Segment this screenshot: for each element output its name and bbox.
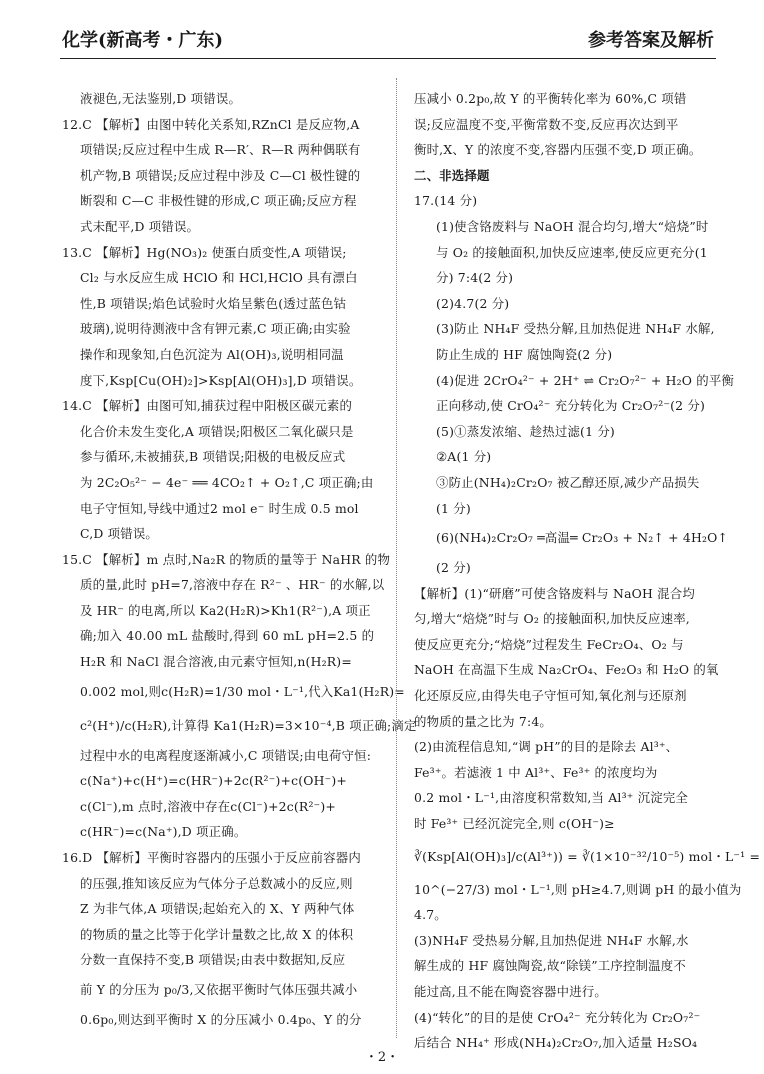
text-line: 液褪色,无法鉴别,D 项错误。: [80, 91, 242, 106]
text-line: c²(H⁺)/c(H₂R),计算得 Ka1(H₂R)=3×10⁻⁴,B 项正确;滴定: [80, 717, 417, 733]
text-line: 压减小 0.2p₀,故 Y 的平衡转化率为 60%,C 项错: [414, 91, 687, 106]
text-line: c(HR⁻)=c(Na⁺),D 项正确。: [80, 824, 247, 840]
right-column: [414, 86, 761, 1051]
text-line: (4)“转化”的目的是使 CrO₄²⁻ 充分转化为 Cr₂O₇²⁻: [414, 1009, 701, 1025]
text-line: 4.7。: [414, 907, 447, 923]
text-line: Fe³⁺。若滤液 1 中 Al³⁺、Fe³⁺ 的浓度均为: [414, 764, 658, 780]
text-line: 12.C 【解析】由图中转化关系知,RZnCl 是反应物,A: [62, 116, 360, 132]
text-line: 质的量,此时 pH=7,溶液中存在 R²⁻ 、HR⁻ 的水解,以: [80, 577, 385, 593]
text-line: 解生成的 HF 腐蚀陶瓷,故“除镁”工序控制温度不: [414, 958, 686, 974]
text-line: c(Na⁺)+c(H⁺)=c(HR⁻)+2c(R²⁻)+c(OH⁻)+: [80, 773, 347, 789]
question-heading: 17.(14 分): [414, 193, 478, 209]
text-line: 参与循环,未被捕获,B 项错误;阳极的电极反应式: [80, 449, 346, 465]
text-line: 能过高,且不能在陶瓷容器中进行。: [414, 984, 607, 999]
left-column: [62, 86, 417, 1034]
text-line: (6)(NH₄)₂Cr₂O₇ ═高温═ Cr₂O₃ + N₂↑ + 4H₂O↑: [436, 530, 729, 546]
text-line: Z 为非气体,A 项错误;起始充入的 X、Y 两种气体: [80, 901, 355, 917]
section-title: 参考答案及解析: [588, 30, 714, 51]
text-line: 0.2 mol・L⁻¹,由溶度积常数知,当 Al³⁺ 沉淀完全: [414, 790, 689, 806]
text-line: 防止生成的 HF 腐蚀陶瓷(2 分): [436, 346, 613, 362]
text-line: 衡时,X、Y 的浓度不变,容器内压强不变,D 项正确。: [414, 142, 702, 158]
text-line: 的物质的量之比为 7:4。: [414, 713, 552, 729]
text-line: (4)促进 2CrO₄²⁻ + 2H⁺ ⇌ Cr₂O₇²⁻ + H₂O 的平衡: [436, 372, 735, 388]
text-line: Cl₂ 与水反应生成 HClO 和 HCl,HClO 具有漂白: [80, 270, 358, 286]
text-line: (3)防止 NH₄F 受热分解,且加热促进 NH₄F 水解,: [436, 321, 715, 337]
text-line: (2)4.7(2 分): [436, 295, 510, 311]
text-line: 后结合 NH₄⁺ 形成(NH₄)₂Cr₂O₇,加入适量 H₂SO₄: [414, 1035, 698, 1051]
text-line: 0.002 mol,则c(H₂R)=1/30 mol・L⁻¹,代入Ka1(H₂R)=: [80, 683, 405, 699]
page-number: ・2・: [364, 1050, 400, 1065]
text-line: 操作和现象知,白色沉淀为 Al(OH)₃,说明相同温: [80, 346, 344, 362]
text-line: 化合价未发生变化,A 项错误;阳极区二氧化碳只是: [80, 423, 354, 439]
text-line: 15.C 【解析】m 点时,Na₂R 的物质的量等于 NaHR 的物: [62, 551, 391, 567]
text-line: 分) 7:4(2 分): [436, 270, 514, 286]
text-line: 14.C 【解析】由图可知,捕获过程中阳极区碳元素的: [62, 398, 353, 414]
text-line: H₂R 和 NaCl 混合溶液,由元素守恒知,n(H₂R)=: [80, 654, 352, 670]
text-line: 化还原反应,由得失电子守恒可知,氧化剂与还原剂: [414, 688, 687, 704]
text-line: 前 Y 的分压为 p₀/3,又依据平衡时气体压强共减小: [80, 982, 358, 997]
text-line: 0.6p₀,则达到平衡时 X 的分压减小 0.4p₀、Y 的分: [80, 1012, 362, 1027]
text-line: 误;反应温度不变,平衡常数不变,反应再次达到平: [414, 116, 679, 132]
text-line: 的物质的量之比等于化学计量数之比,故 X 的体积: [80, 926, 354, 942]
text-line: 电子守恒知,导线中通过2 mol e⁻ 时生成 0.5 mol: [80, 500, 359, 516]
formula-line: ∛(Ksp[Al(OH)₃]/c(Al³⁺)) = ∛(1×10⁻³²/10⁻⁵) mol・L⁻¹ =: [414, 848, 761, 864]
text-line: 13.C 【解析】Hg(NO₃)₂ 使蛋白质变性,A 项错误;: [62, 244, 347, 260]
text-line: 及 HR⁻ 的电离,所以 Ka2(H₂R)>Kh1(R²⁻),A 项正: [80, 602, 371, 618]
text-line: 断裂和 C—C 非极性键的形成,C 项正确;反应方程: [80, 193, 357, 209]
text-line: 的压强,推知该反应为气体分子总数减小的反应,则: [80, 875, 353, 891]
text-line: (5)①蒸发浓缩、趁热过滤(1 分): [436, 423, 615, 439]
text-line: 匀,增大“焙烧”时与 O₂ 的接触面积,加快反应速率,: [414, 611, 690, 627]
text-line: 时 Fe³⁺ 已经沉淀完全,则 c(OH⁻)≥: [414, 816, 615, 832]
text-line: 分数一直保持不变,B 项错误;由表中数据知,反应: [80, 952, 346, 968]
text-line: NaOH 在高温下生成 Na₂CrO₄、Fe₂O₃ 和 H₂O 的氧: [414, 662, 719, 678]
text-line: (1)使含铬废料与 NaOH 混合均匀,增大“焙烧”时: [436, 218, 709, 234]
text-line: 【解析】(1)“研磨”可使含铬废料与 NaOH 混合均: [414, 585, 695, 601]
text-line: 度下,Ksp[Cu(OH)₂]>Ksp[Al(OH)₃],D 项错误。: [80, 372, 362, 388]
text-line: 为 2C₂O₅²⁻ − 4e⁻ ══ 4CO₂↑ + O₂↑,C 项正确;由: [80, 474, 374, 490]
text-line: ②A(1 分): [436, 449, 492, 465]
page-header: [60, 22, 716, 59]
text-line: 16.D 【解析】平衡时容器内的压强小于反应前容器内: [62, 850, 361, 866]
subject-title: 化学(新高考・广东): [62, 30, 224, 51]
text-line: C,D 项错误。: [80, 526, 159, 542]
text-line: 式未配平,D 项错误。: [80, 218, 200, 234]
text-line: 项错误;反应过程中生成 R—R′、R—R 两种偶联有: [80, 142, 361, 158]
text-line: 使反应更充分;“焙烧”过程发生 FeCr₂O₄、O₂ 与: [414, 636, 684, 652]
text-line: c(Cl⁻),m 点时,溶液中存在c(Cl⁻)+2c(R²⁻)+: [80, 798, 336, 814]
text-line: ③防止(NH₄)₂Cr₂O₇ 被乙醇还原,减少产品损失: [436, 474, 700, 490]
text-line: 过程中水的电离程度逐渐减小,C 项错误;由电荷守恒:: [80, 747, 372, 763]
text-line: 正向移动,使 CrO₄²⁻ 充分转化为 Cr₂O₇²⁻(2 分): [436, 398, 705, 414]
text-line: 玻璃),说明待测液中含有钾元素,C 项正确;由实验: [80, 321, 351, 337]
text-line: 确;加入 40.00 mL 盐酸时,得到 60 mL pH=2.5 的: [80, 628, 375, 644]
text-line: (2 分): [436, 560, 471, 576]
section-heading: 二、非选择题: [414, 167, 490, 183]
text-line: 与 O₂ 的接触面积,加快反应速率,使反应更充分(1: [436, 244, 708, 260]
text-line: (3)NH₄F 受热易分解,且加热促进 NH₄F 水解,水: [414, 932, 689, 948]
text-line: 性,B 项错误;焰色试验时火焰呈紫色(透过蓝色钴: [80, 295, 347, 311]
text-line: (1 分): [436, 500, 471, 516]
text-line: (2)由流程信息知,“调 pH”的目的是除去 Al³⁺、: [414, 739, 679, 755]
text-line: 10^(−27/3) mol・L⁻¹,则 pH≥4.7,则调 pH 的最小值为: [414, 881, 742, 897]
text-line: 机产物,B 项错误;反应过程中涉及 C—Cl 极性键的: [80, 167, 361, 183]
